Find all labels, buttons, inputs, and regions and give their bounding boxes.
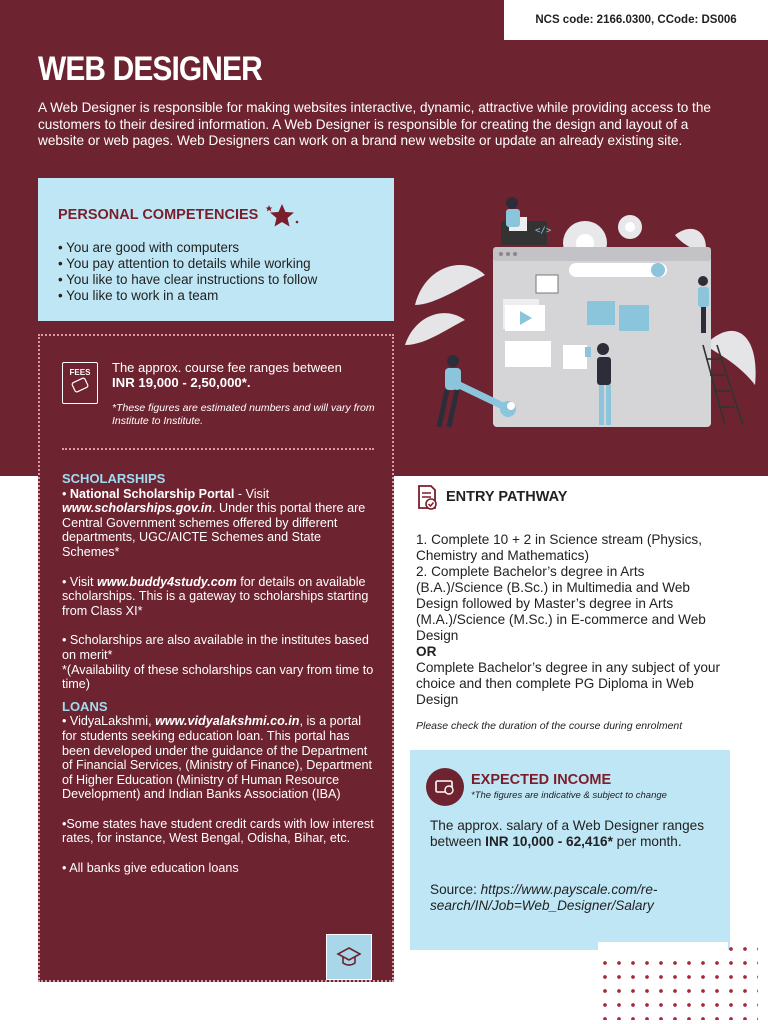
entry-note: Please check the duration of the course during enrolment bbox=[416, 720, 683, 732]
svg-text:</>: </> bbox=[535, 226, 552, 236]
scholarship-note: *(Availability of these scholarships can vary from time to time) bbox=[62, 662, 374, 692]
scholarships-heading: SCHOLARSHIPS bbox=[62, 471, 166, 486]
entry-heading: ENTRY PATHWAY bbox=[416, 484, 734, 510]
scholarship-item: • Scholarships are also available in the institutes based on merit* bbox=[62, 633, 369, 662]
competencies-heading: PERSONAL COMPETENCIES bbox=[58, 202, 374, 228]
income-heading: EXPECTED INCOME bbox=[471, 772, 612, 788]
loans-heading: LOANS bbox=[62, 698, 108, 714]
loan-item: •Some states have student credit cards with low interest rates, for instance, West Bengal, Odisha, Bihar, etc. bbox=[62, 816, 374, 846]
intro-text: A Web Designer is responsible for making websites interactive, dynamic, attractive while providing access to the customers to their desired information. A Web Designer is responsible for creating the design and layout of a website or web pages. Web Designers can work on a brand new website or update an already existing site. bbox=[38, 100, 711, 148]
fees-note: *These figures are estimated numbers and will vary from Institute to Institute. bbox=[112, 402, 375, 427]
competencies-panel bbox=[38, 178, 394, 321]
scholarship-item: • Visit www.buddy4study.com for details on available scholarships. This is a gateway to scholarships starting from Class XI* bbox=[62, 574, 369, 618]
fees-icon: FEES bbox=[62, 362, 98, 404]
entry-alt: Complete Bachelor’s degree in any subject of your choice and then complete PG Diploma in Web Design bbox=[416, 660, 721, 707]
divider bbox=[62, 448, 374, 450]
fees-range: INR 19,000 - 2,50,000*. bbox=[112, 375, 251, 390]
star-icon bbox=[264, 202, 300, 228]
buddy4study-link[interactable]: www.buddy4study.com bbox=[96, 574, 237, 589]
entry-steps bbox=[416, 532, 734, 708]
list-item: • You like to work in a team bbox=[58, 288, 374, 304]
scholarships-loans-section bbox=[62, 472, 378, 876]
list-item: • You are good with computers bbox=[58, 240, 374, 256]
page-title: WEB DESIGNER bbox=[38, 50, 262, 88]
ncs-code: NCS code: 2166.0300, CCode: DS006 bbox=[504, 0, 768, 40]
income-note: *The figures are indicative & subject to change bbox=[471, 790, 667, 801]
entry-pathway-section bbox=[416, 484, 734, 732]
loan-item: • VidyaLakshmi, www.vidyalakshmi.co.in, is a portal for students seeking education loan. This portal has been developed under the guidance of the Department of Financial Services, (Ministry of Finance), Department of Higher Education (Ministry of Human Resource Development) and Indian Banks Association (IBA) bbox=[62, 714, 373, 802]
vidyalakshmi-link[interactable]: www.vidyalakshmi.co.in bbox=[155, 714, 300, 729]
entry-step: 1. Complete 10 + 2 in Science stream (Physics, Chemistry and Mathematics) bbox=[416, 532, 702, 563]
income-source: Source: https://www.payscale.com/re-search/IN/Job=Web_Designer/Salary bbox=[430, 882, 658, 913]
funding-card bbox=[38, 334, 394, 982]
competencies-list bbox=[58, 240, 374, 304]
loan-item: • All banks give education loans bbox=[62, 861, 239, 876]
income-panel bbox=[410, 750, 730, 950]
entry-or: OR bbox=[416, 644, 437, 659]
scholarships-link[interactable]: www.scholarships.gov.in bbox=[62, 501, 212, 516]
search-icon bbox=[651, 263, 665, 277]
income-range: INR 10,000 - 62,416* bbox=[485, 834, 613, 849]
list-item: • You like to have clear instructions to follow bbox=[58, 272, 374, 288]
payscale-link[interactable]: https://www.payscale.com/re-search/IN/Job=Web_Designer/Salary bbox=[430, 882, 658, 913]
list-item: • You pay attention to details while working bbox=[58, 256, 374, 272]
fees-text: The approx. course fee ranges between INR 19,000 - 2,50,000*. bbox=[112, 360, 384, 390]
web-design-illustration bbox=[405, 195, 765, 435]
document-check-icon bbox=[416, 484, 438, 510]
graduation-rupee-icon bbox=[326, 934, 372, 980]
rupee-tag-icon bbox=[70, 377, 90, 393]
entry-step: 2. Complete Bachelor’s degree in Arts (B.A.)/Science (B.Sc.) in Multimedia and Web Design followed by Master’s degree in Arts (M.A.)/Science (M.Sc.) in E-commerce and Web Design bbox=[416, 564, 706, 643]
scholarship-item: • National Scholarship Portal - Visit www.scholarships.gov.in. Under this portal there are Central Government schemes offered by different departments, UGC/AICTE Schemes and State Schemes* bbox=[62, 486, 366, 559]
money-icon bbox=[426, 768, 464, 806]
person-left bbox=[439, 355, 461, 427]
income-text: The approx. salary of a Web Designer ranges between INR 10,000 - 62,416* per month. bbox=[430, 818, 705, 849]
